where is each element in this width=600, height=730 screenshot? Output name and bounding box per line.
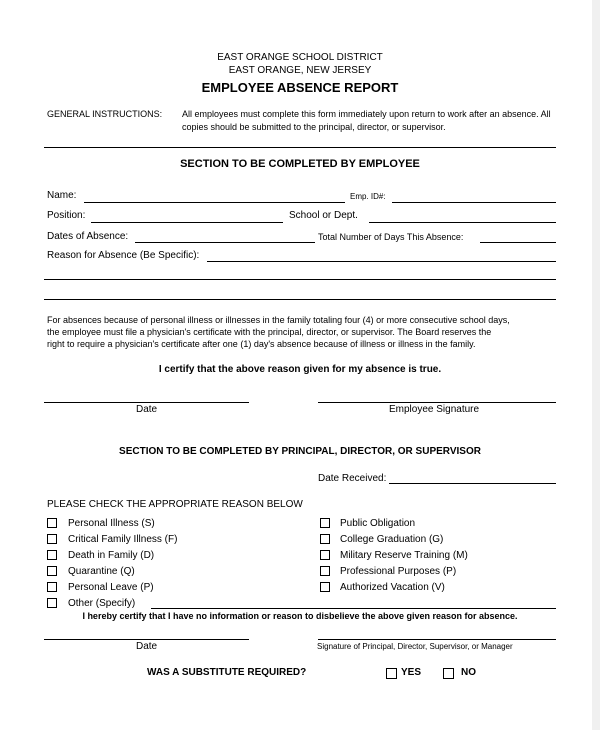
- other-specify-label: Other (Specify): [68, 598, 136, 609]
- employee-certify-statement: I certify that the above reason given for my absence is true.: [158, 364, 442, 375]
- reason-field-line-2[interactable]: [44, 279, 556, 280]
- public-obligation-label: Public Obligation: [340, 518, 416, 529]
- supervisor-date-label: Date: [136, 641, 158, 652]
- reason-label: Reason for Absence (Be Specific):: [47, 250, 200, 261]
- check-instruction: PLEASE CHECK THE APPROPRIATE REASON BELOW: [47, 499, 303, 510]
- military-reserve-checkbox[interactable]: [320, 550, 330, 560]
- substitute-yes-label: YES: [401, 667, 422, 678]
- other-specify-field[interactable]: [151, 608, 556, 609]
- personal-leave-label: Personal Leave (P): [68, 582, 154, 593]
- instructions-label: GENERAL INSTRUCTIONS:: [47, 109, 163, 119]
- total-days-field[interactable]: [480, 242, 556, 243]
- supervisor-signature-label: Signature of Principal, Director, Supervisor, or Manager: [317, 642, 513, 651]
- college-graduation-label: College Graduation (G): [340, 534, 444, 545]
- authorized-vacation-checkbox[interactable]: [320, 582, 330, 592]
- substitute-no-checkbox[interactable]: [443, 668, 454, 679]
- school-label: School or Dept.: [289, 210, 358, 221]
- authorized-vacation-label: Authorized Vacation (V): [340, 582, 445, 593]
- professional-purposes-label: Professional Purposes (P): [340, 566, 457, 577]
- supervisor-signature-field[interactable]: [318, 639, 556, 640]
- death-in-family-label: Death in Family (D): [68, 550, 155, 561]
- other-specify-checkbox[interactable]: [47, 598, 57, 608]
- quarantine-label: Quarantine (Q): [68, 566, 135, 577]
- college-graduation-checkbox[interactable]: [320, 534, 330, 544]
- reason-field-line-3[interactable]: [44, 299, 556, 300]
- personal-leave-checkbox[interactable]: [47, 582, 57, 592]
- death-in-family-checkbox[interactable]: [47, 550, 57, 560]
- critical-family-illness-label: Critical Family Illness (F): [68, 534, 178, 545]
- page-title: EMPLOYEE ABSENCE REPORT: [201, 80, 399, 95]
- dates-label: Dates of Absence:: [47, 231, 129, 242]
- policy-line-1: For absences because of personal illness or illnesses in the family totaling four (4) or more consecutive school days,: [47, 315, 510, 325]
- personal-illness-label: Personal Illness (S): [68, 518, 155, 529]
- quarantine-checkbox[interactable]: [47, 566, 57, 576]
- public-obligation-checkbox[interactable]: [320, 518, 330, 528]
- employee-signature-field[interactable]: [318, 402, 556, 403]
- substitute-yes-checkbox[interactable]: [386, 668, 397, 679]
- instructions-line-1: All employees must complete this form immediately upon return to work after an absence. All: [182, 109, 551, 119]
- supervisor-certify-statement: I hereby certify that I have no information or reason to disbelieve the above given reason for absence.: [82, 611, 518, 621]
- substitute-no-label: NO: [461, 667, 476, 678]
- supervisor-section-heading: SECTION TO BE COMPLETED BY PRINCIPAL, DIRECTOR, OR SUPERVISOR: [119, 446, 481, 457]
- employee-date-label: Date: [136, 404, 158, 415]
- section-divider: [44, 147, 556, 148]
- supervisor-date-field[interactable]: [44, 639, 249, 640]
- instructions-line-2: copies should be submitted to the principal, director, or supervisor.: [182, 122, 446, 132]
- reason-field-line-1[interactable]: [207, 261, 556, 262]
- policy-line-2: the employee must file a physician's certificate with the principal, director, or supervisor. The Board reserves the: [47, 327, 492, 337]
- employee-date-field[interactable]: [44, 402, 249, 403]
- professional-purposes-checkbox[interactable]: [320, 566, 330, 576]
- emp-id-field[interactable]: [392, 202, 556, 203]
- date-received-field[interactable]: [389, 483, 556, 484]
- total-days-label: Total Number of Days This Absence:: [318, 232, 464, 242]
- employee-section-heading: SECTION TO BE COMPLETED BY EMPLOYEE: [180, 158, 420, 170]
- policy-line-3: right to require a physician's certificate after one (1) day's absence because of illness or illness in the family.: [47, 339, 476, 349]
- date-received-label: Date Received:: [318, 473, 387, 484]
- critical-family-illness-checkbox[interactable]: [47, 534, 57, 544]
- substitute-question: WAS A SUBSTITUTE REQUIRED?: [147, 667, 307, 678]
- name-label: Name:: [47, 190, 77, 201]
- emp-id-label: Emp. ID#:: [350, 192, 386, 201]
- employee-signature-label: Employee Signature: [389, 404, 480, 415]
- name-field[interactable]: [84, 202, 345, 203]
- district-location: EAST ORANGE, NEW JERSEY: [228, 65, 372, 76]
- position-label: Position:: [47, 210, 86, 221]
- personal-illness-checkbox[interactable]: [47, 518, 57, 528]
- position-field[interactable]: [91, 222, 283, 223]
- military-reserve-label: Military Reserve Training (M): [340, 550, 468, 561]
- school-field[interactable]: [369, 222, 556, 223]
- dates-field[interactable]: [135, 242, 315, 243]
- district-name: EAST ORANGE SCHOOL DISTRICT: [217, 52, 383, 63]
